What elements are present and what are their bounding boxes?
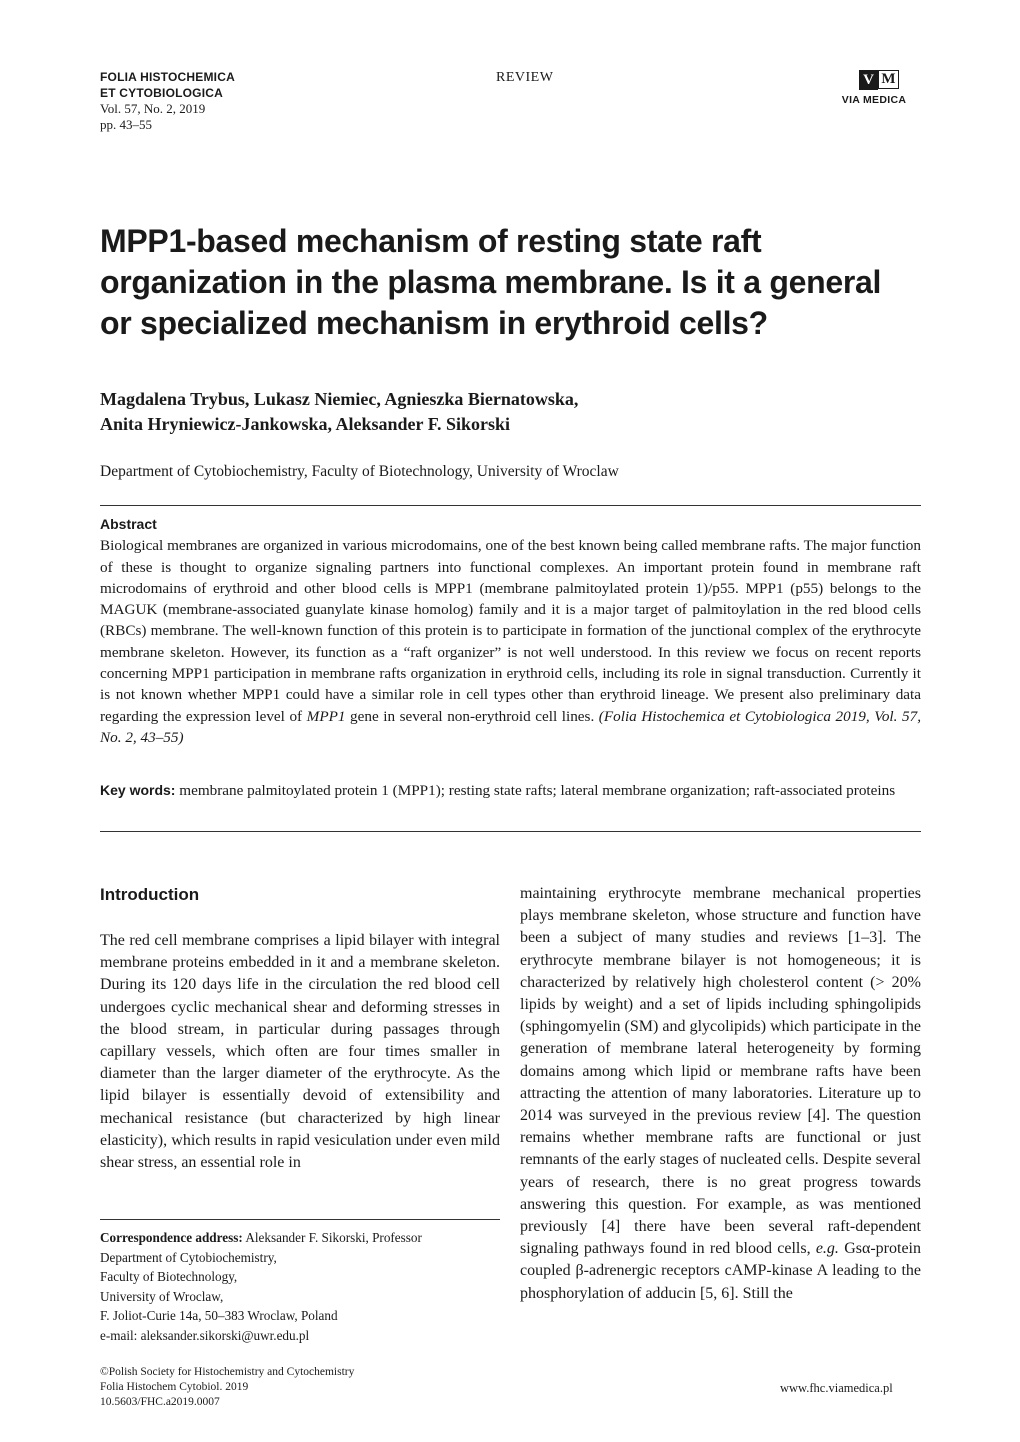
footer-copyright: ©Polish Society for Histochemistry and Cytochemistry (100, 1366, 355, 1378)
correspondence-email: e-mail: aleksander.sikorski@uwr.edu.pl (100, 1327, 310, 1343)
keywords-text: membrane palmitoylated protein 1 (MPP1); resting state rafts; lateral membrane organization; raft-associated proteins (175, 782, 896, 799)
abstract (100, 514, 921, 748)
correspondence-line: F. Joliot-Curie 14a, 50–383 Wroclaw, Poland (100, 1308, 338, 1323)
abstract-heading: Abstract (100, 516, 157, 532)
keywords-heading: Key words: (100, 782, 176, 798)
abstract-text: Biological membranes are organized in various microdomains, one of the best known being called membrane rafts. The major function of these is thought to organize signaling partners into functional complexes. An important protein found in membrane raft microdomains of erythroid and other blood cells is MPP1 (membrane palmitoylated protein 1)/p55. MPP1 (p55) belongs to the MAGUK (membrane-associated guanylate kinase homolog) family and it is a major target of palmitoylation in the red blood cells (RBCs) membrane. The well-known function of this protein is to participate in formation of the junctional complex of the erythrocyte membrane skeleton. However, its function as a “raft organizer” is not well understood. In this review we focus on recent reports concerning MPP1 participation in membrane rafts organization in erythroid cells, including its role in signal transduction. Currently it is not known whether MPP1 could have a similar role in cell types other than erythroid lineage. We present also preliminary data regarding the expression level of (100, 537, 921, 725)
journal-name-line2: ET CYTOBIOLOGICA (100, 86, 223, 100)
abstract-gene: MPP1 (306, 707, 346, 725)
correspondence-line (100, 1228, 500, 1248)
correspondence-line: Faculty of Biotechnology, (100, 1269, 238, 1284)
logo-m-letter: M (878, 70, 899, 89)
footer-journal: Folia Histochem Cytobiol. 2019 (100, 1381, 249, 1393)
correspondence-rule (100, 1219, 500, 1220)
correspondence-line: University of Wroclaw, (100, 1288, 224, 1304)
correspondence-heading: Correspondence address: (100, 1230, 243, 1245)
introduction-right-column (520, 883, 921, 1305)
correspondence-name: Aleksander F. Sikorski, Professor (242, 1230, 422, 1245)
author-list (100, 387, 930, 437)
correspondence-line: Department of Cytobiochemistry, (100, 1249, 277, 1265)
section-label: REVIEW (496, 70, 554, 85)
publisher-name: VIA MEDICA (841, 94, 907, 106)
footer-doi: 10.5603/FHC.a2019.0007 (100, 1396, 220, 1408)
journal-volume: Vol. 57, No. 2, 2019 (100, 101, 206, 116)
authors-line: Magdalena Trybus, Lukasz Niemiec, Agnieszka Biernatowska, (100, 389, 579, 409)
footer-url[interactable]: www.fhc.viamedica.pl (780, 1381, 893, 1395)
introduction-left-column: The red cell membrane comprises a lipid bilayer with integral membrane proteins embedded in it and a membrane skeleton. During its 120 days life in the circulation the red blood cell undergoes cyclic mechanical shear and deforming stresses in the blood stream, in particular during passages through capillary vessels, which often are four times smaller in diameter than the larger diameter of the erythrocyte. As the lipid bilayer is essentially devoid of extensibility and mechanical resistance (but characterized by high linear elasticity), which results in rapid vesiculation under even mild shear stress, an essential role in (100, 932, 500, 1172)
affiliation: Department of Cytobiochemistry, Faculty of Biotechnology, University of Wroclaw (100, 463, 619, 480)
journal-pages: pp. 43–55 (100, 117, 152, 132)
right-text-1: maintaining erythrocyte membrane mechanical properties plays membrane skeleton, whose structure and function have been a subject of many studies and reviews [1–3]. The erythrocyte membrane bilayer is not homogeneous; it is characterized by relatively high cholesterol content (> 20% lipids by weight) and a set of lipids including sphingolipids (sphingomyelin (SM) and glycolipids) which participate in the generation of membrane lateral heterogeneity by forming domains among which lipid or membrane rafts have been attracting the attention of many laboratories. Literature up to 2014 was surveyed in the previous review [4]. The question remains whether membrane rafts are functional or just remnants of the early stages of nucleated cells. Despite several years of research, there is no great progress towards answering this question. For example, as was mentioned previously [4] there have been several raft-dependent signaling pathways found in red blood cells, (520, 885, 921, 1258)
keywords (100, 780, 921, 801)
introduction-heading: Introduction (100, 885, 200, 904)
abstract-body (100, 535, 921, 748)
title-line: or specialized mechanism in erythroid cells? (100, 305, 768, 341)
journal-name-line1: FOLIA HISTOCHEMICA (100, 70, 235, 84)
title-line: MPP1-based mechanism of resting state raft (100, 223, 762, 259)
abstract-bottom-rule (100, 831, 921, 832)
correspondence (100, 1228, 500, 1345)
abstract-top-rule (100, 505, 921, 506)
logo-v-letter: V (859, 70, 878, 90)
journal-info (100, 69, 235, 133)
article-title (100, 221, 930, 344)
authors-line: Anita Hryniewicz-Jankowska, Aleksander F. Sikorski (100, 414, 511, 434)
abstract-text-end: gene in several non-erythroid cell lines. (345, 707, 599, 725)
right-eg: e.g. (815, 1240, 839, 1258)
right-text-2: Gsα-protein coupled β-adrenergic receptors cAMP-kinase A leading to the phosphorylation of adducin [5, 6]. Still the (520, 1240, 922, 1302)
footer-info (100, 1365, 354, 1410)
abstract-citation: (Folia Histochemica et Cytobiologica 2019, Vol. 57, No. 2, 43–55) (100, 707, 921, 746)
publisher-logo (824, 70, 924, 106)
title-line: organization in the plasma membrane. Is it a general (100, 264, 882, 300)
